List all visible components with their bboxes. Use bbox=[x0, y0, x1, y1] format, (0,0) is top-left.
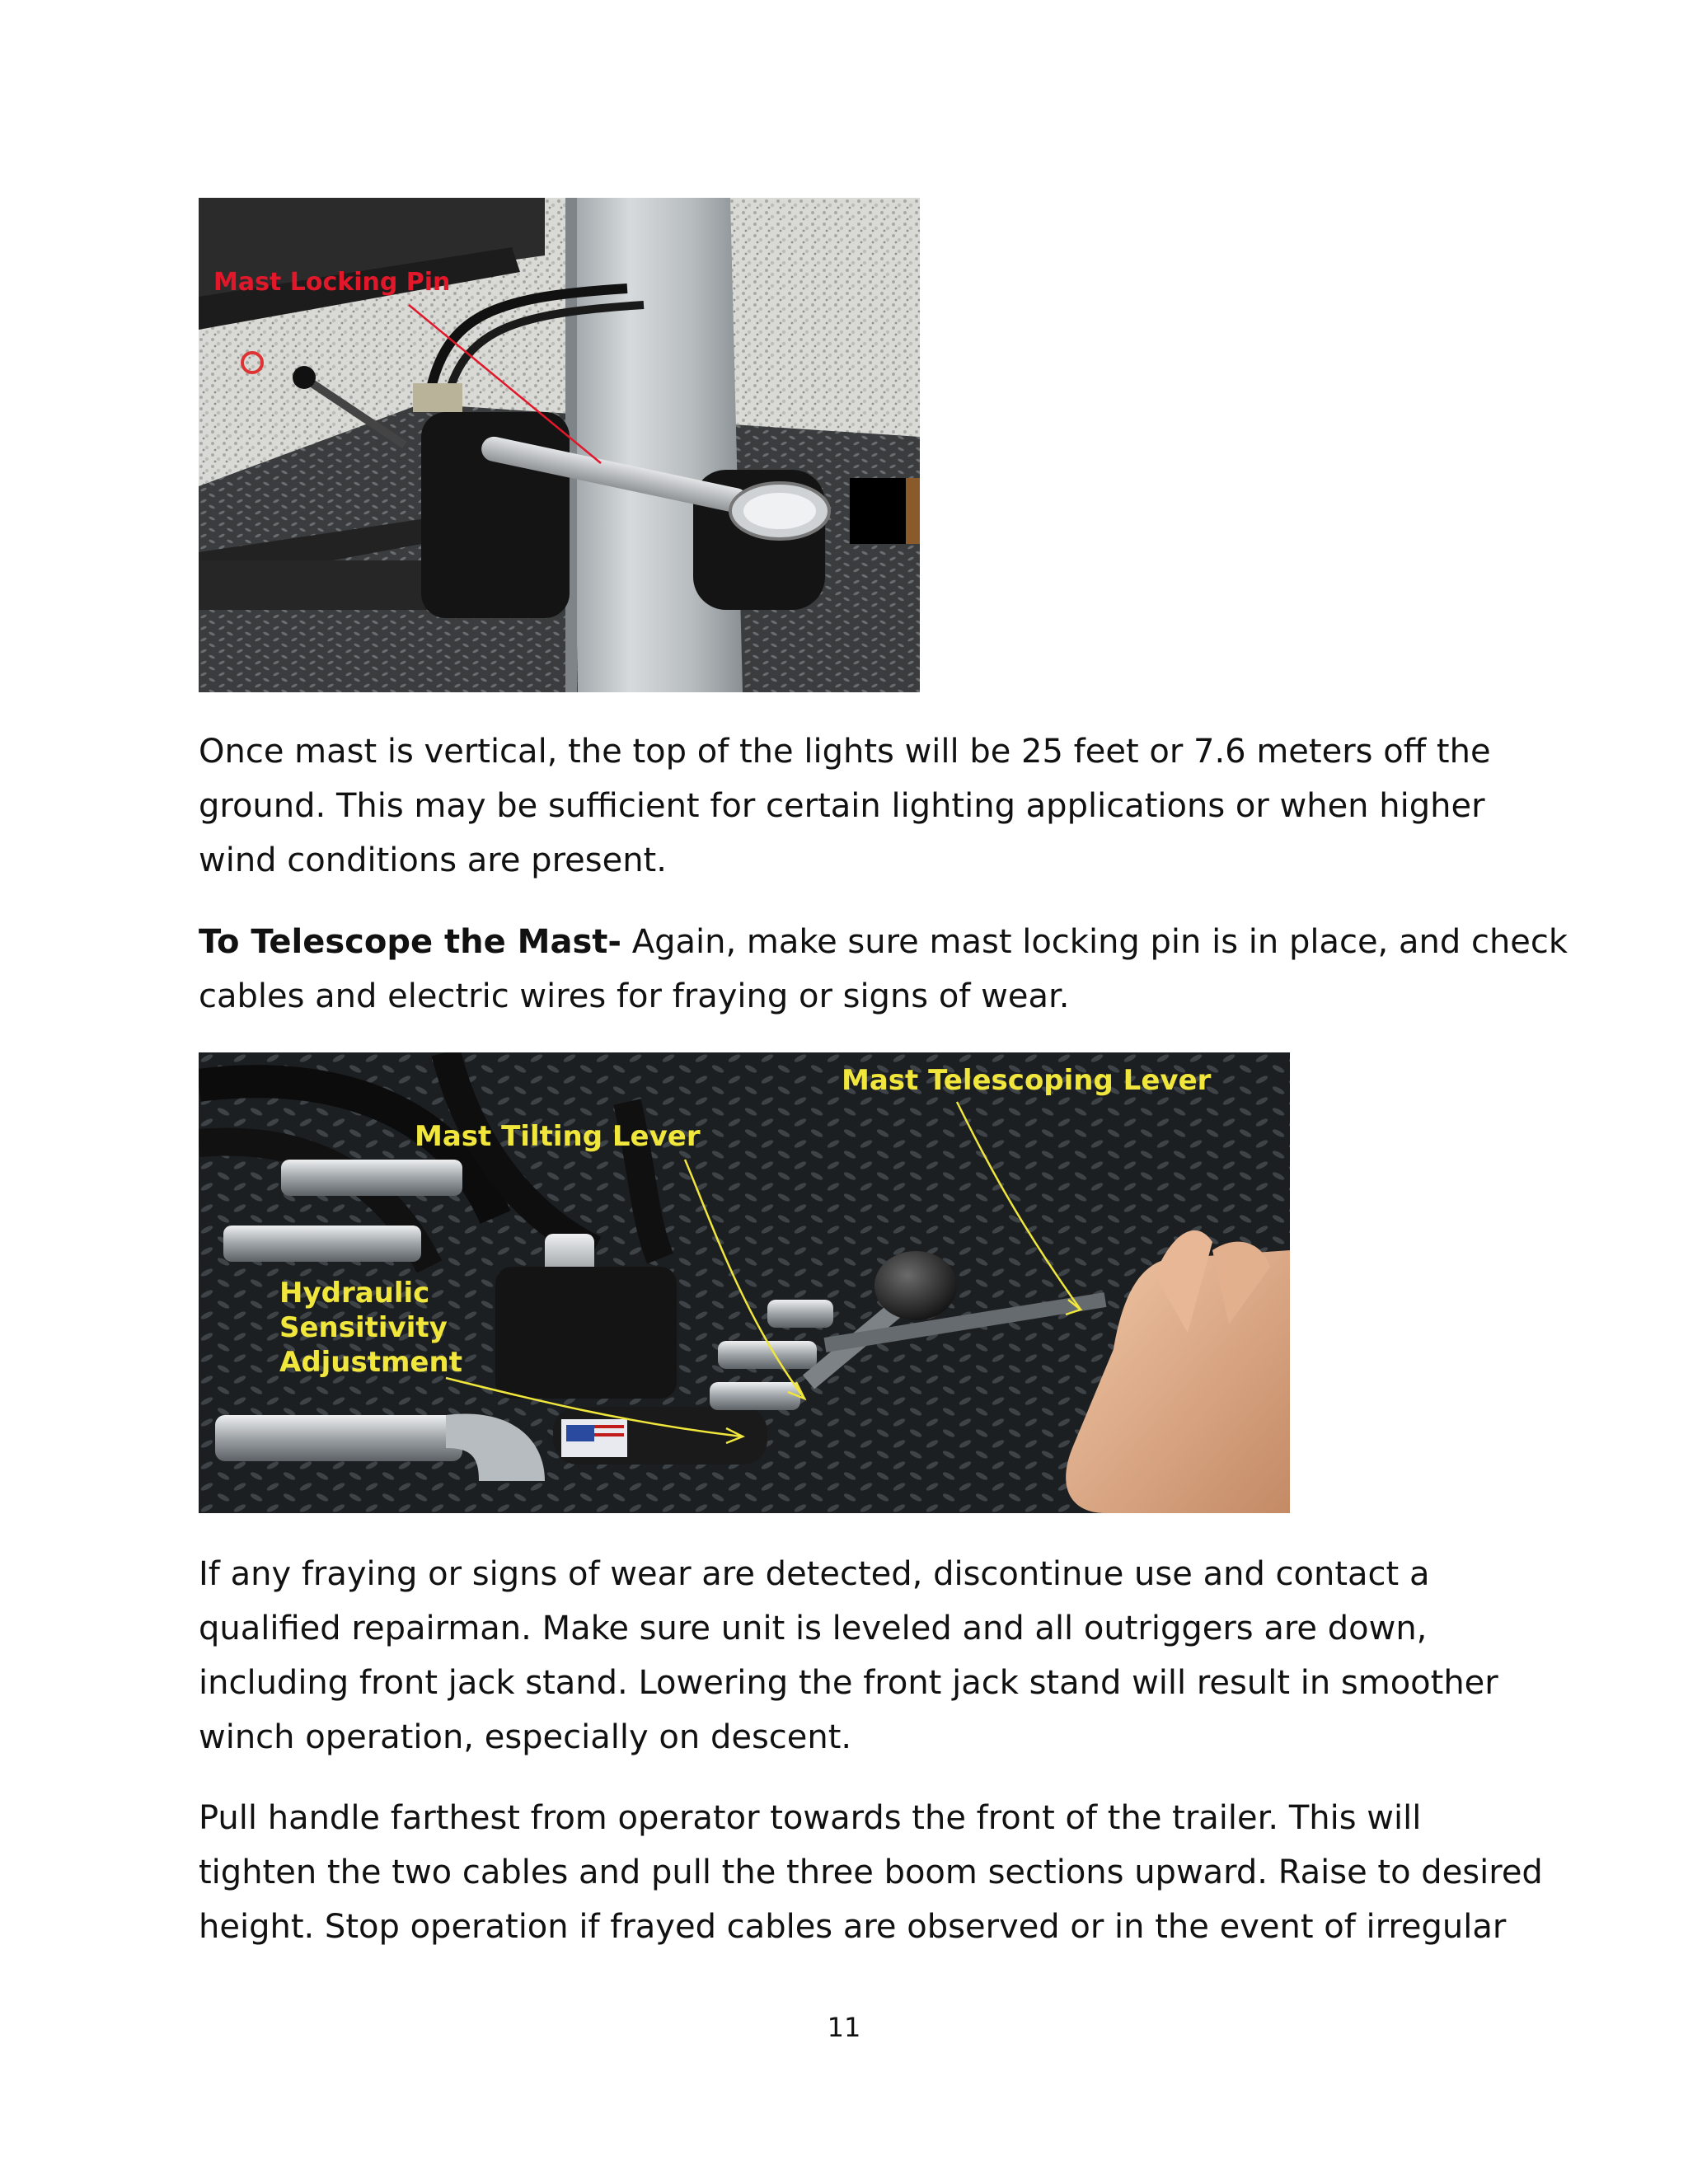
callout-hydraulic-line3: Adjustment bbox=[279, 1346, 462, 1379]
paragraph-fraying-warning bbox=[199, 1547, 1517, 1765]
callout-mast-tilting-lever: Mast Tilting Lever bbox=[415, 1120, 701, 1153]
text-line bbox=[199, 915, 1568, 969]
text-run: Again, make sure mast locking pin is in place, and check bbox=[621, 923, 1568, 961]
hydraulic-levers-photo bbox=[199, 1052, 1290, 1513]
callout-mast-locking-pin: Mast Locking Pin bbox=[213, 268, 451, 297]
page-number: 11 bbox=[827, 2012, 861, 2043]
text-line: including front jack stand. Lowering the front jack stand will result in smoother bbox=[199, 1664, 1498, 1702]
hydraulic-levers-illustration bbox=[199, 1052, 1290, 1513]
text-line: ground. This may be sufficient for certain lighting applications or when higher bbox=[199, 787, 1485, 825]
paragraph-telescope-mast bbox=[199, 915, 1568, 1024]
paragraph-pull-handle bbox=[199, 1791, 1543, 1954]
paragraph-mast-vertical bbox=[199, 724, 1517, 888]
callout-mast-telescoping-lever: Mast Telescoping Lever bbox=[842, 1064, 1212, 1097]
text-line: cables and electric wires for fraying or signs of wear. bbox=[199, 977, 1070, 1015]
callout-hydraulic-line1: Hydraulic bbox=[279, 1277, 430, 1310]
text-line: tighten the two cables and pull the three boom sections upward. Raise to desired bbox=[199, 1854, 1543, 1891]
callout-hydraulic-line2: Sensitivity bbox=[279, 1311, 448, 1344]
mast-locking-pin-illustration bbox=[199, 198, 920, 692]
text-line: Pull handle farthest from operator towards the front of the trailer. This will bbox=[199, 1799, 1422, 1837]
text-line: If any fraying or signs of wear are detected, discontinue use and contact a bbox=[199, 1555, 1430, 1593]
section-heading: To Telescope the Mast- bbox=[199, 923, 621, 961]
text-line: wind conditions are present. bbox=[199, 841, 667, 879]
mast-locking-pin-photo bbox=[199, 198, 920, 692]
text-line: qualified repairman. Make sure unit is leveled and all outriggers are down, bbox=[199, 1610, 1428, 1647]
text-line: Once mast is vertical, the top of the lights will be 25 feet or 7.6 meters off the bbox=[199, 733, 1491, 771]
text-line: height. Stop operation if frayed cables are observed or in the event of irregular bbox=[199, 1908, 1507, 1946]
text-line: winch operation, especially on descent. bbox=[199, 1718, 852, 1756]
